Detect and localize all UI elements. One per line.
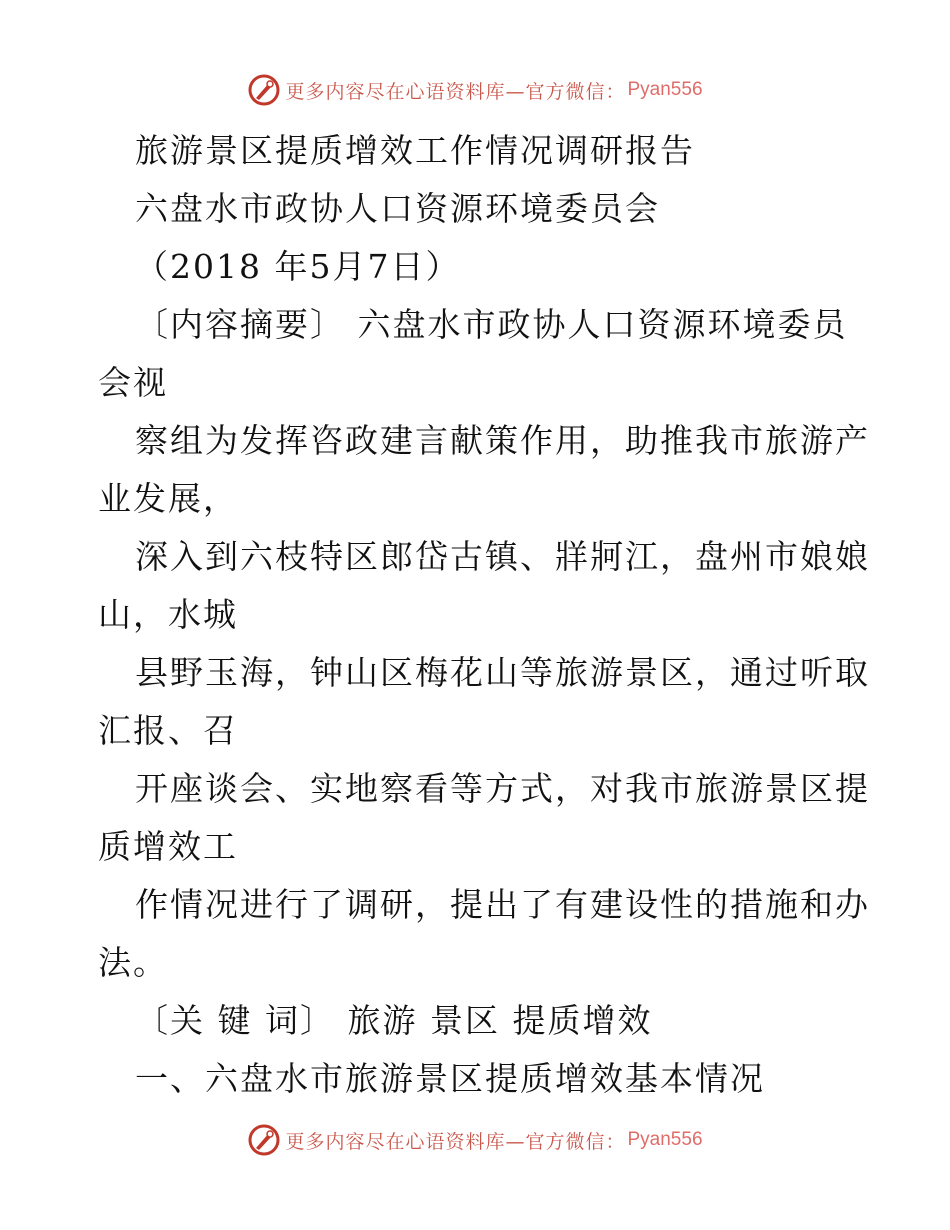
pen-logo-icon bbox=[247, 1123, 281, 1157]
watermark-header bbox=[0, 70, 950, 110]
document-body bbox=[98, 122, 870, 1108]
abstract-line: 作情况进行了调研，提出了有建设性的措施和办 bbox=[135, 885, 870, 924]
doc-date: （2018 年5月7日） bbox=[135, 247, 461, 286]
abstract-line: 深入到六枝特区郎岱古镇、牂牁江，盘州市娘娘 bbox=[135, 537, 870, 576]
abstract-line: 汇报、召 bbox=[98, 711, 238, 750]
abstract-line: 〔内容摘要〕 六盘水市政协人口资源环境委员 bbox=[135, 305, 848, 344]
watermark-text: 更多内容尽在心语资料库—官方微信： bbox=[285, 80, 626, 103]
watermark-handle: Pyan556 bbox=[627, 1129, 703, 1150]
watermark-footer bbox=[0, 1120, 950, 1160]
watermark-handle: Pyan556 bbox=[627, 79, 703, 100]
section-heading: 一、六盘水市旅游景区提质增效基本情况 bbox=[135, 1059, 765, 1098]
abstract-line: 法。 bbox=[98, 943, 168, 982]
abstract-line: 开座谈会、实地察看等方式，对我市旅游景区提 bbox=[135, 769, 870, 808]
abstract-line: 会视 bbox=[98, 363, 168, 402]
keywords-line: 〔关 键 词〕 旅游 景区 提质增效 bbox=[135, 1001, 653, 1040]
abstract-line: 质增效工 bbox=[98, 827, 238, 866]
abstract-line: 察组为发挥咨政建言献策作用，助推我市旅游产 bbox=[135, 421, 870, 460]
abstract-line: 县野玉海，钟山区梅花山等旅游景区，通过听取 bbox=[135, 653, 870, 692]
doc-author: 六盘水市政协人口资源环境委员会 bbox=[135, 189, 660, 228]
pen-logo-icon bbox=[247, 73, 281, 107]
abstract-line: 山，水城 bbox=[98, 595, 238, 634]
doc-title: 旅游景区提质增效工作情况调研报告 bbox=[135, 131, 695, 170]
abstract-line: 业发展， bbox=[98, 479, 238, 518]
watermark-text: 更多内容尽在心语资料库—官方微信： bbox=[285, 1130, 626, 1153]
